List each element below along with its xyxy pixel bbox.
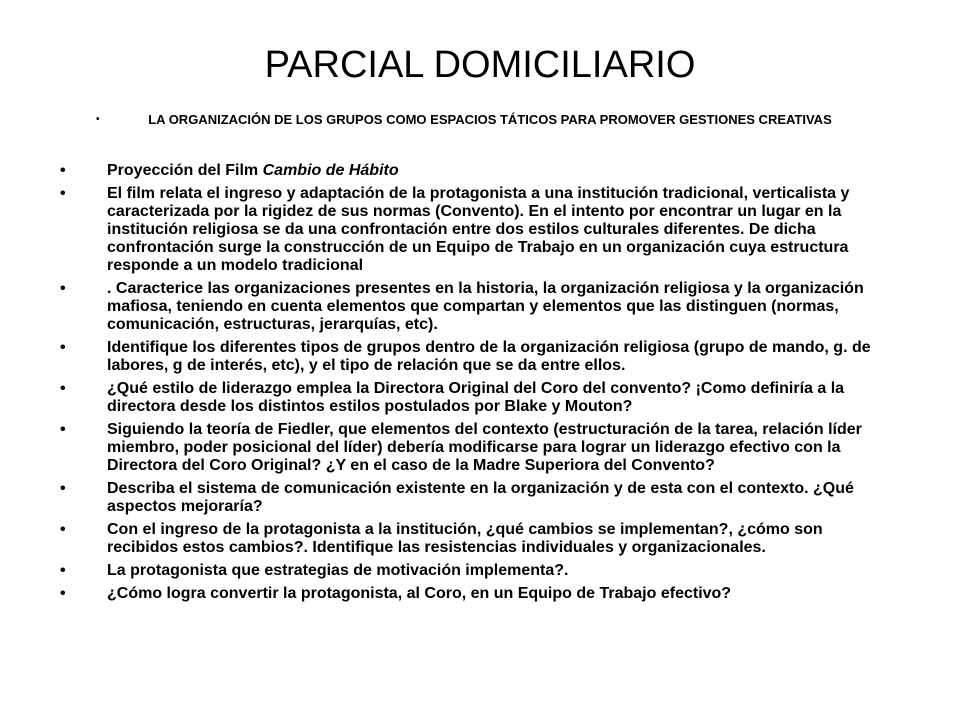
bullet-icon: • <box>96 114 100 125</box>
question-list <box>60 162 890 608</box>
bullet-icon: • <box>60 280 66 297</box>
item-text: La protagonista que estrategias de motivación implementa?. <box>107 562 569 579</box>
slide-title: PARCIAL DOMICILIARIO <box>264 44 696 86</box>
list-item <box>60 585 890 603</box>
bullet-icon: • <box>60 585 66 602</box>
subtitle-item <box>96 113 866 127</box>
item-text: Identifique los diferentes tipos de grupos dentro de la organización religiosa (grupo de mando, g. de labores, g de interés, etc), y el tipo de relación que se da entre ellos. <box>107 339 871 374</box>
item-text: . Caracterice las organizaciones presentes en la historia, la organización religiosa y la organización mafiosa, teniendo en cuenta elementos que compartan y elementos que las distinguen (normas, comunicación, estructuras, jerarquías, etc). <box>107 280 864 333</box>
list-item <box>60 562 890 580</box>
item-text: Describa el sistema de comunicación existente en la organización y de esta con el contexto. ¿Qué aspectos mejoraría? <box>107 480 854 515</box>
subtitle-text: LA ORGANIZACIÓN DE LOS GRUPOS COMO ESPACIOS TÁTICOS PARA PROMOVER GESTIONES CREATIVAS <box>148 112 832 127</box>
bullet-icon: • <box>60 380 66 397</box>
item-text: Con el ingreso de la protagonista a la institución, ¿qué cambios se implementan?, ¿cómo son recibidos estos cambios?. Identifique las resistencias individuales y organizacionales. <box>107 521 823 556</box>
item-text: Siguiendo la teoría de Fiedler, que elementos del contexto (estructuración de la tarea, relación líder miembro, poder posicional del líder) debería modificarse para lograr un liderazgo efectivo con la Directora del Coro Original? ¿Y en el caso de la Madre Superiora del Convento? <box>107 421 862 474</box>
list-item <box>60 185 890 275</box>
list-item <box>60 380 890 416</box>
item-text: ¿Cómo logra convertir la protagonista, al Coro, en un Equipo de Trabajo efectivo? <box>107 585 732 602</box>
bullet-icon: • <box>60 421 66 438</box>
list-item <box>60 521 890 557</box>
item-text: Proyección del Film <box>107 162 263 179</box>
list-item <box>60 339 890 375</box>
bullet-icon: • <box>60 162 66 179</box>
list-item <box>60 480 890 516</box>
list-item <box>60 421 890 475</box>
bullet-icon: • <box>60 339 66 356</box>
item-text: El film relata el ingreso y adaptación de la protagonista a una institución tradicional, verticalista y caracterizada por la rigidez de sus normas (Convento). En el intento por encontrar un lugar en la institución religiosa se da una confrontación entre dos estilos culturales diferentes. De dicha confrontación surge la construcción de un Equipo de Trabajo en un organización cuya estructura responde a un modelo tradicional <box>107 185 850 274</box>
film-title: Cambio de Hábito <box>262 162 399 179</box>
list-item <box>60 280 890 334</box>
list-item <box>60 162 890 180</box>
bullet-icon: • <box>60 185 66 202</box>
bullet-icon: • <box>60 480 66 497</box>
bullet-icon: • <box>60 562 66 579</box>
bullet-icon: • <box>60 521 66 538</box>
item-text: ¿Qué estilo de liderazgo emplea la Directora Original del Coro del convento? ¡Como definiría a la directora desde los distintos estilos postulados por Blake y Mouton? <box>107 380 845 415</box>
